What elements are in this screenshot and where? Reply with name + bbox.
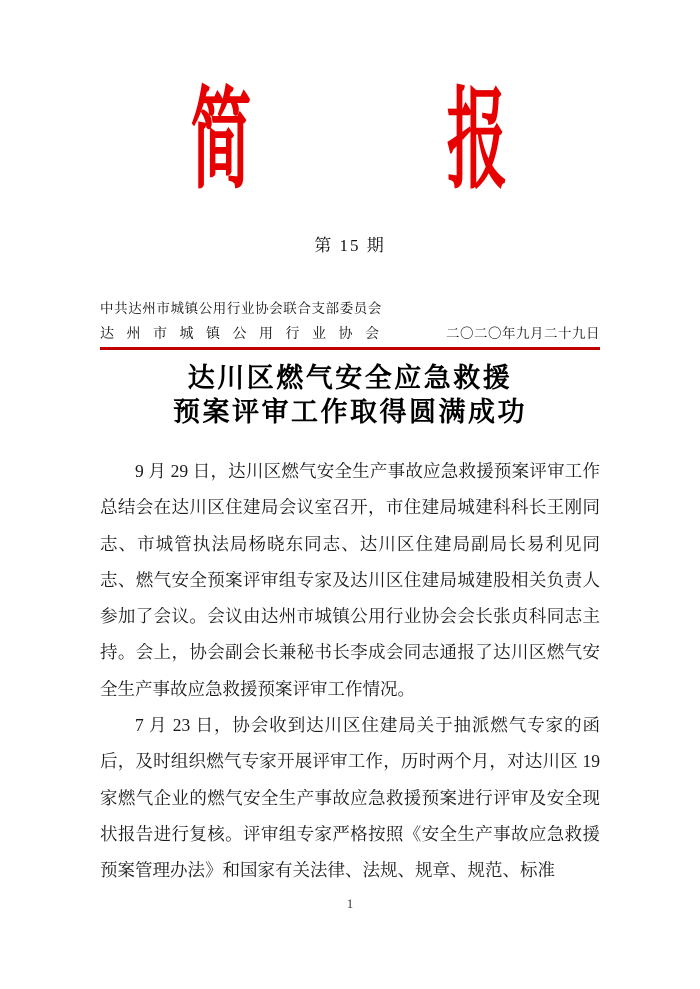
header-divider-rule [100, 347, 600, 350]
masthead-char-right: 报 [446, 80, 508, 202]
issue-number: 第 15 期 [314, 236, 386, 255]
article-body [100, 453, 600, 889]
article-title-line1: 达川区燃气安全应急救援 [187, 363, 513, 393]
org-name-line1: 中共达州市城镇公用行业协会联合支部委员会 [100, 301, 382, 316]
org-name-line2: 达州市城镇公用行业协会 [100, 327, 392, 342]
org-date-row [100, 322, 600, 343]
article-title [0, 361, 700, 429]
page-number: 1 [346, 897, 354, 911]
header-block [100, 297, 600, 350]
body-paragraph: 9 月 29 日，达川区燃气安全生产事故应急救援预案评审工作总结会在达川区住建局会议室召开，市住建局城建科科长王刚同志、市城管执法局杨晓东同志、达川区住建局副局长易利见同志、燃气安全预案评审组专家及达川区住建局城建股相关负责人参加了会议。会议由达州市城镇公用行业协会会长张贞科同志主持。会上，协会副会长兼秘书长李成会同志通报了达川区燃气安全生产事故应急救援预案评审工作情况。 [100, 461, 600, 699]
masthead-char-left: 简 [190, 80, 252, 202]
article-title-line2: 预案评审工作取得圆满成功 [173, 397, 527, 427]
issue-date: 二〇二〇年九月二十九日 [446, 326, 600, 341]
body-paragraph: 7 月 23 日，协会收到达川区住建局关于抽派燃气专家的函后，及时组织燃气专家开展评审工作，历时两个月，对达川区 19 家燃气企业的燃气安全生产事故应急救援预案进行评审及安全现状报告进行复核。评审组专家严格按照《安全生产事故应急救援预案管理办法》和国家有关法律、法规、规章、规范、标准 [100, 715, 600, 881]
masthead [0, 80, 700, 210]
